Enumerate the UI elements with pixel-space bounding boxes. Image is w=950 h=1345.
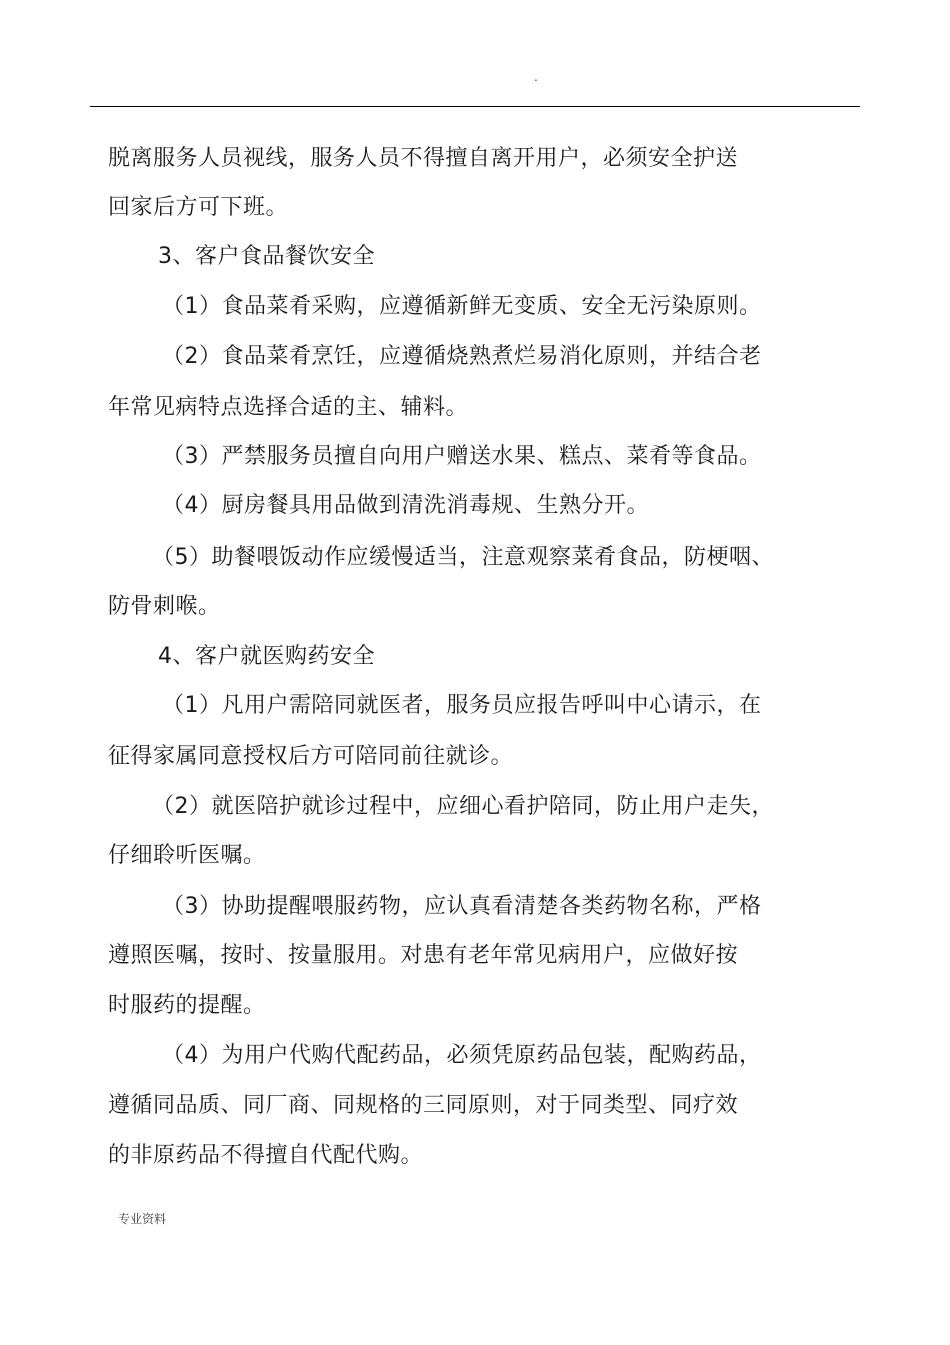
body-line: 脱离服务人员视线，服务人员不得擅自离开用户，必须安全护送 (108, 146, 739, 171)
section-heading: 3、客户食品餐饮安全 (158, 244, 375, 269)
body-line: 征得家属同意授权后方可陪同前往就诊。 (108, 744, 514, 769)
body-line: （4）厨房餐具用品做到清洗消毒规、生熟分开。 (162, 493, 649, 518)
body-line: （4）为用户代购代配药品，必须凭原药品包装，配购药品， (162, 1043, 762, 1068)
section-heading: 4、客户就医购药安全 (158, 644, 375, 669)
body-line: 防骨刺喉。 (108, 594, 221, 619)
header-marker: . (534, 70, 538, 84)
body-line: （1）凡用户需陪同就医者，服务员应报告呼叫中心请示，在 (162, 693, 762, 718)
body-line: 时服药的提醒。 (108, 993, 266, 1018)
body-line: 回家后方可下班。 (108, 195, 289, 220)
body-line: 遵循同品质、同厂商、同规格的三同原则，对于同类型、同疗效 (108, 1093, 739, 1118)
body-line: （2）食品菜肴烹饪，应遵循烧熟煮烂易消化原则，并结合老 (162, 344, 762, 369)
body-line: （3）协助提醒喂服药物，应认真看清楚各类药物名称，严格 (162, 894, 762, 919)
header-rule (90, 106, 860, 107)
body-line: 的非原药品不得擅自代配代购。 (108, 1143, 424, 1168)
body-line: （5）助餐喂饭动作应缓慢适当，注意观察菜肴食品，防梗咽、 (152, 545, 774, 570)
page-footer: 专业资料 (118, 1212, 167, 1226)
body-line: 仔细聆听医嘱。 (108, 843, 266, 868)
body-line: 年常见病特点选择合适的主、辅料。 (108, 395, 469, 420)
body-line: （2）就医陪护就诊过程中，应细心看护陪同，防止用户走失， (152, 794, 774, 819)
body-line: （3）严禁服务员擅自向用户赠送水果、糕点、菜肴等食品。 (162, 444, 762, 469)
body-line: （1）食品菜肴采购，应遵循新鲜无变质、安全无污染原则。 (162, 294, 762, 319)
body-line: 遵照医嘱，按时、按量服用。对患有老年常见病用户，应做好按 (108, 943, 739, 968)
